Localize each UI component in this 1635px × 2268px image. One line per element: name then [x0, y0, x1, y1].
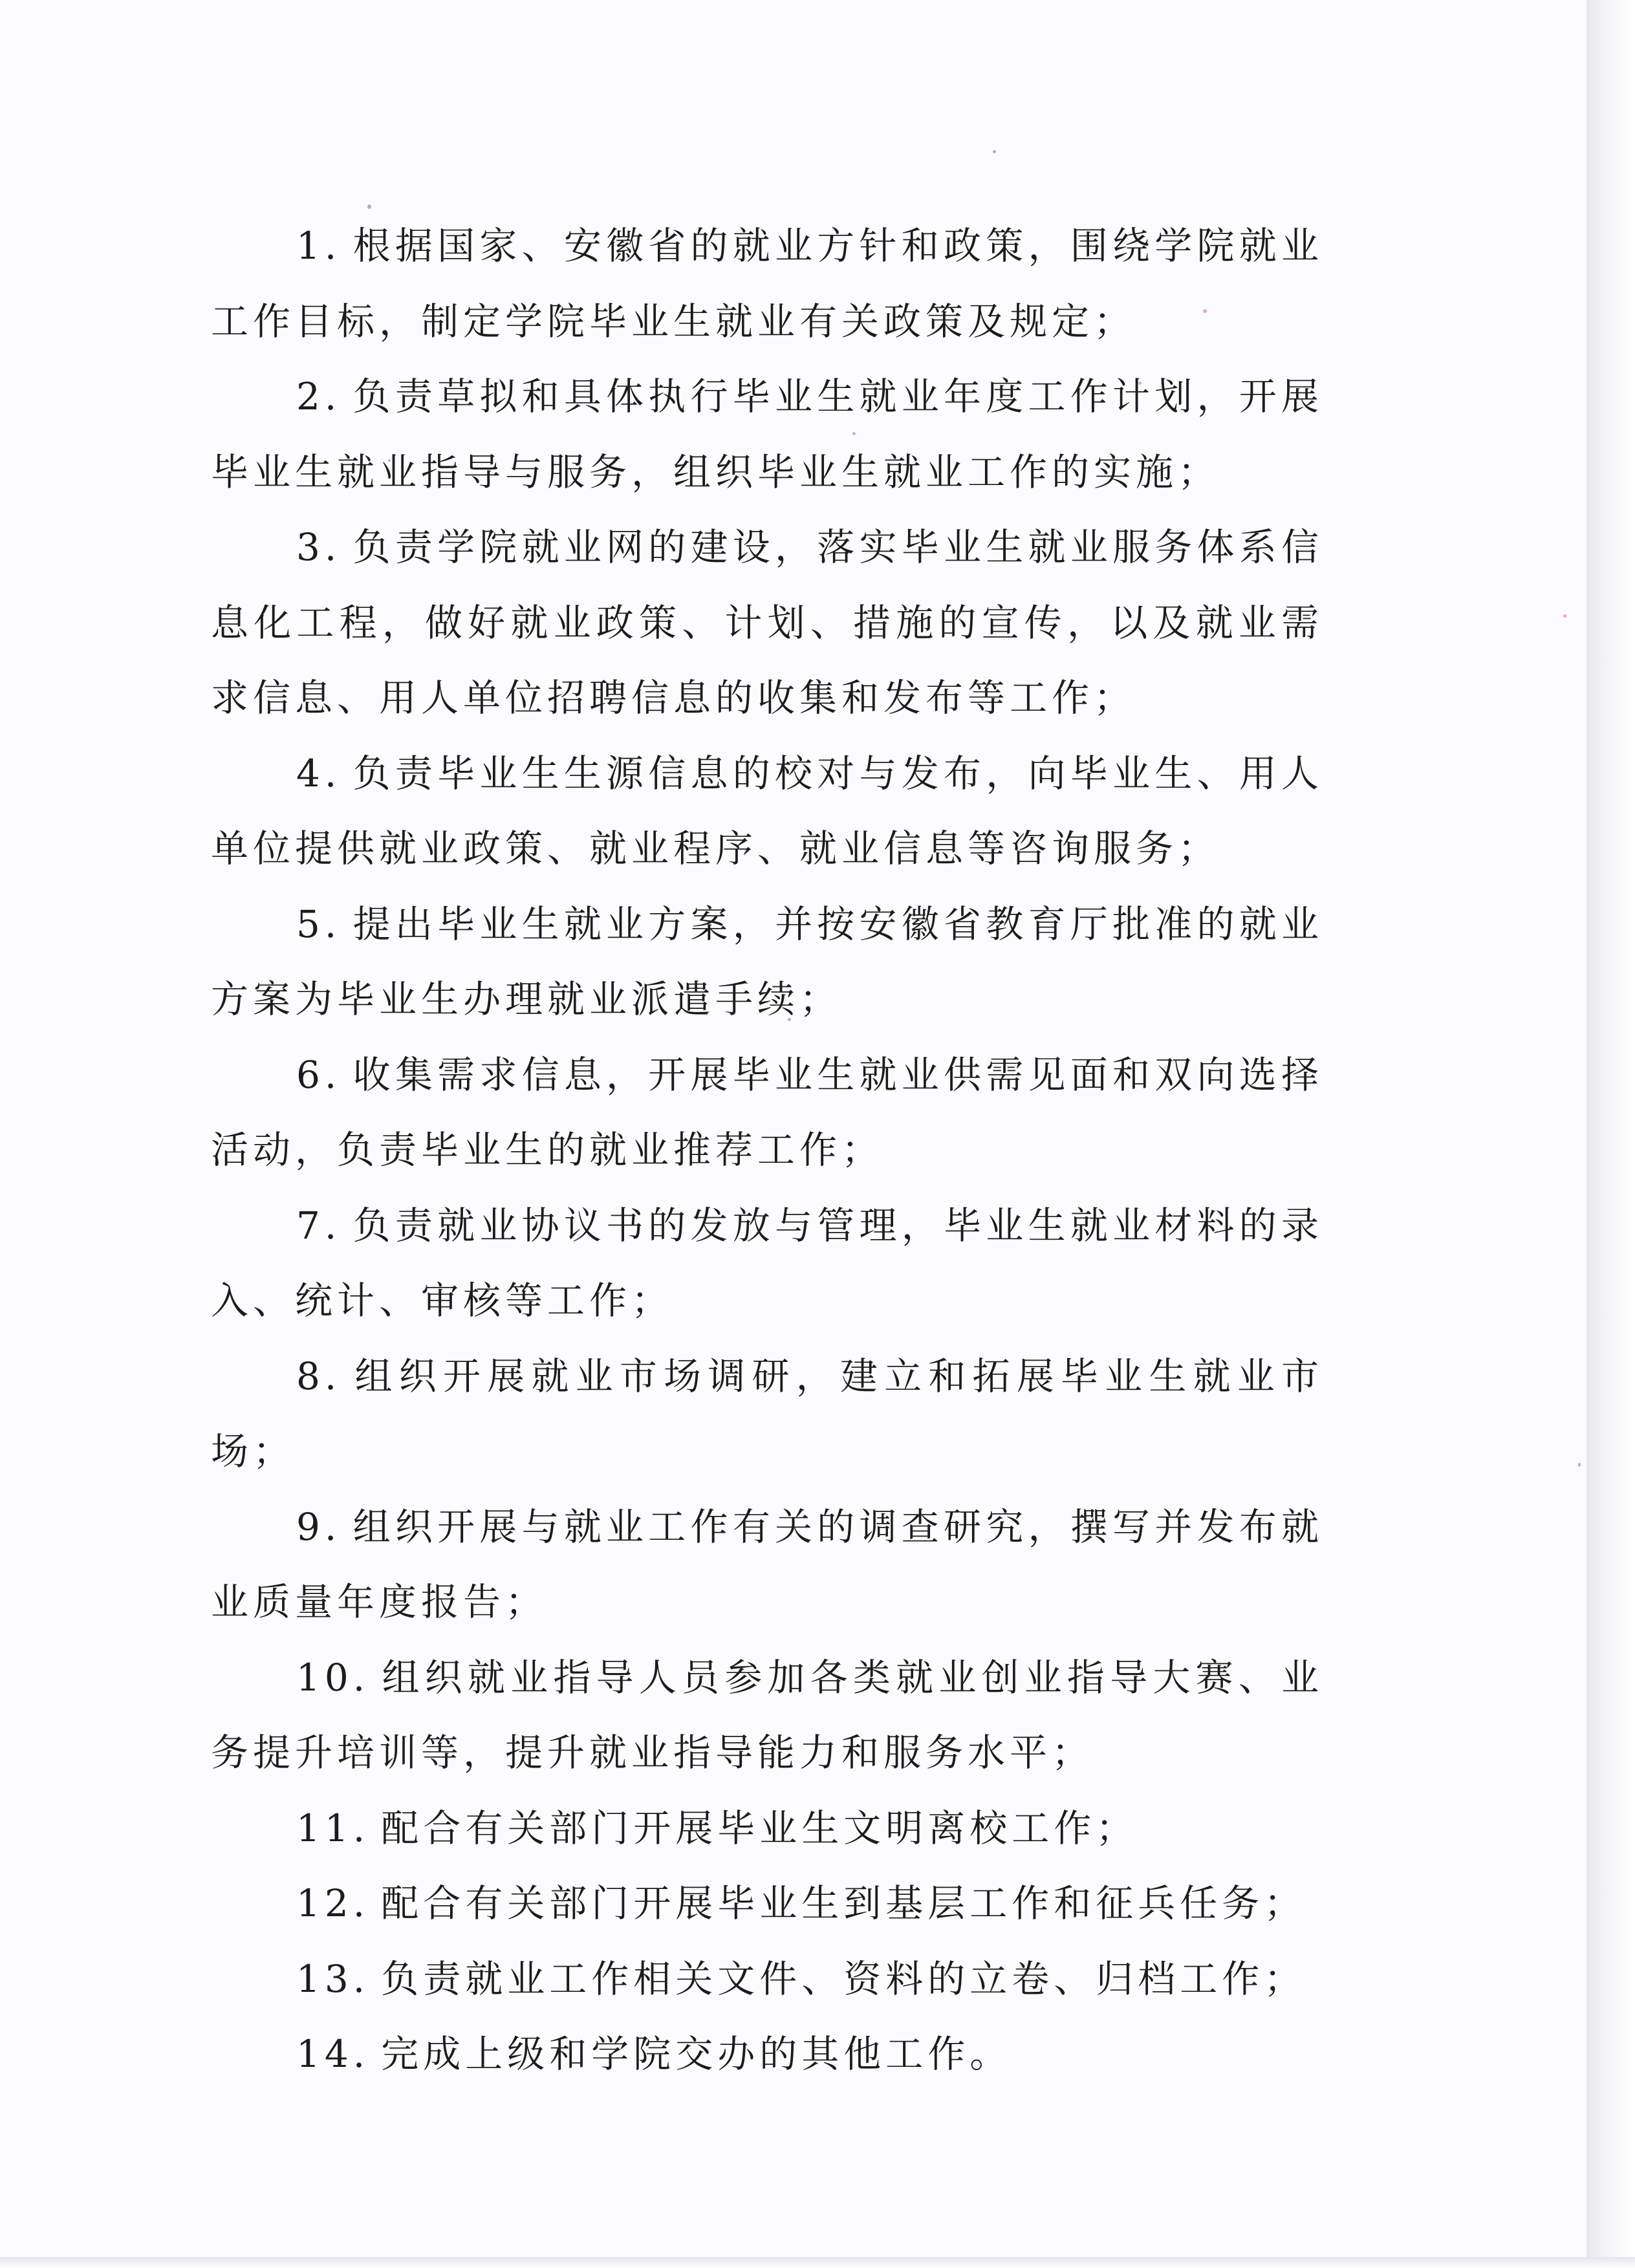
list-item	[211, 2016, 1323, 2092]
list-item	[211, 1941, 1323, 2017]
item-number: 10.	[296, 1655, 370, 1700]
item-text: 负责毕业生生源信息的校对与发布，向毕业生、用人单位提供就业政策、就业程序、就业信息等咨询服务；	[211, 751, 1323, 870]
list-item	[211, 208, 1323, 359]
list-item	[211, 359, 1323, 510]
item-number: 7.	[296, 1203, 341, 1247]
item-text: 完成上级和学院交办的其他工作。	[381, 2032, 1012, 2076]
scan-edge-right	[1586, 0, 1635, 2268]
list-item	[211, 1791, 1323, 1866]
item-text: 配合有关部门开展毕业生到基层工作和征兵任务；	[381, 1881, 1306, 1925]
item-text: 组织就业指导人员参加各类就业创业指导大赛、业务提升培训等，提升就业指导能力和服务水平；	[211, 1655, 1323, 1775]
list-item	[211, 736, 1323, 887]
item-number: 13.	[296, 1956, 370, 2001]
item-text: 根据国家、安徽省的就业方针和政策，围绕学院就业工作目标，制定学院毕业生就业有关政策及规定；	[211, 224, 1323, 343]
list-item	[211, 887, 1323, 1037]
list-item	[211, 1866, 1323, 1941]
item-text: 组织开展与就业工作有关的调查研究，撰写并发布就业质量年度报告；	[211, 1504, 1323, 1624]
item-text: 负责草拟和具体执行毕业生就业年度工作计划，开展毕业生就业指导与服务，组织毕业生就业工作的实施；	[211, 374, 1323, 494]
item-text: 收集需求信息，开展毕业生就业供需见面和双向选择活动，负责毕业生的就业推荐工作；	[211, 1052, 1323, 1172]
document-body	[211, 208, 1323, 2092]
list-item	[211, 1188, 1323, 1339]
item-number: 2.	[296, 374, 341, 418]
item-text: 负责就业工作相关文件、资料的立卷、归档工作；	[381, 1956, 1306, 2001]
item-text: 提出毕业生就业方案，并按安徽省教育厅批准的就业方案为毕业生办理就业派遣手续；	[211, 902, 1323, 1021]
dust-speck	[1563, 614, 1566, 618]
list-item	[211, 1640, 1323, 1791]
list-item	[211, 1037, 1323, 1188]
item-number: 14.	[296, 2032, 370, 2076]
item-number: 4.	[296, 751, 341, 795]
item-number: 6.	[296, 1052, 341, 1097]
item-text: 组织开展就业市场调研，建立和拓展毕业生就业市场；	[211, 1354, 1323, 1473]
list-item	[211, 1489, 1323, 1640]
item-number: 1.	[296, 224, 341, 268]
scan-edge-bottom	[0, 2257, 1635, 2268]
item-number: 11.	[296, 1806, 370, 1850]
item-number: 3.	[296, 525, 341, 569]
item-number: 8.	[296, 1354, 341, 1398]
item-text: 负责就业协议书的发放与管理，毕业生就业材料的录入、统计、审核等工作；	[211, 1203, 1323, 1323]
list-item	[211, 510, 1323, 736]
dust-speck	[1578, 1463, 1581, 1467]
item-text: 配合有关部门开展毕业生文明离校工作；	[381, 1806, 1138, 1850]
item-number: 12.	[296, 1881, 370, 1925]
dust-speck	[993, 150, 996, 153]
item-number: 9.	[296, 1504, 341, 1549]
list-item	[211, 1339, 1323, 1489]
item-number: 5.	[296, 902, 341, 946]
item-text: 负责学院就业网的建设，落实毕业生就业服务体系信息化工程，做好就业政策、计划、措施的宣传，以及就业需求信息、用人单位招聘信息的收集和发布等工作；	[211, 525, 1323, 720]
